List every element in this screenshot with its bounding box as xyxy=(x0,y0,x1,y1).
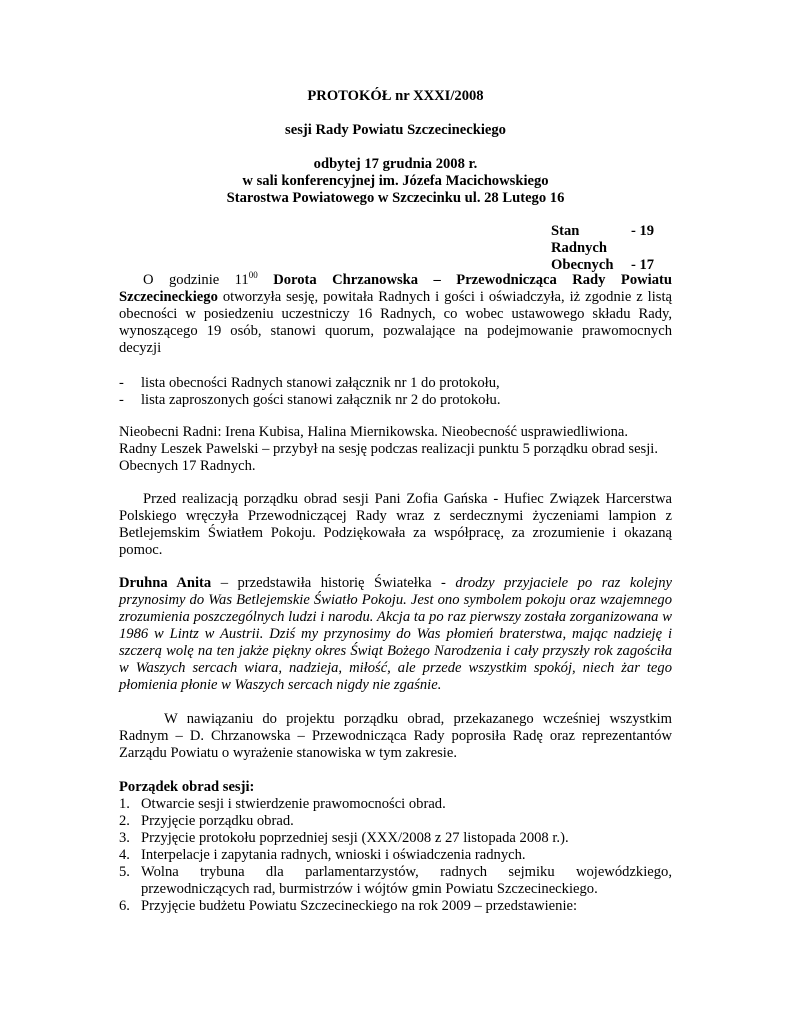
stan-radnych-label: Stan Radnych xyxy=(551,223,607,256)
projekt-paragraph: W nawiązaniu do projektu porządku obrad, przekazanego wcześniej wszystkim Radnym – D. Chrzanowska – Przewodnicząca Rady poprosiła Radę oraz reprezentantów Zarządu Powiatu o wyrażenie stanowiska w tym zakresie. xyxy=(119,711,672,761)
stan-radnych-row xyxy=(551,223,654,257)
list-item: - lista obecności Radnych stanowi załącznik nr 1 do protokołu, xyxy=(119,375,672,392)
session-date: odbytej 17 grudnia 2008 r. xyxy=(313,156,478,172)
attachments-list xyxy=(119,375,672,409)
agenda-item: 2. Przyjęcie porządku obrad. xyxy=(119,813,294,829)
absence-line2: Radny Leszek Pawelski – przybył na sesję podczas realizacji punktu 5 porządku obrad sesji. xyxy=(119,441,658,457)
chairwoman-name: Dorota Chrzanowska – Przewodnicząca Rady Powiatu Szczecineckiego xyxy=(119,272,672,305)
agenda-item: 5. Wolna trybuna dla parlamentarzystów, radnych sejmiku wojewódzkiego, przewodniczących rad, burmistrzów i wójtów gmin Powiatu Szczecineckiego. xyxy=(119,864,672,897)
agenda-item: 1. Otwarcie sesji i stwierdzenie prawomocności obrad. xyxy=(119,796,446,812)
document-title: PROTOKÓŁ nr XXXI/2008 xyxy=(307,88,484,104)
agenda-list xyxy=(119,796,672,915)
attendance-stats xyxy=(551,223,654,274)
session-place-line1: w sali konferencyjnej im. Józefa Macichowskiego xyxy=(242,173,549,189)
agenda-item: 3. Przyjęcie protokołu poprzedniej sesji (XXX/2008 z 27 listopada 2008 r.). xyxy=(119,830,569,846)
druhna-name: Druhna Anita xyxy=(119,575,212,591)
agenda-item: 4. Interpelacje i zapytania radnych, wnioski i oświadczenia radnych. xyxy=(119,847,526,863)
agenda-heading: Porządek obrad sesji: xyxy=(119,779,255,795)
stan-radnych-value: - 19 xyxy=(631,223,655,239)
druhna-paragraph xyxy=(119,575,672,694)
absence-line1: Nieobecni Radni: Irena Kubisa, Halina Miernikowska. Nieobecność usprawiedliwiona. xyxy=(119,424,629,440)
opening-rest: otworzyła sesję, powitała Radnych i gości i oświadczyła, iż zgodnie z listą obecności w posiedzeniu uczestniczy 16 Radnych, co wobec ustawowego składu Rady, wynoszącego 19 osób, stanowi quorum, pozwalające na podejmowanie prawomocnych decyzji xyxy=(119,289,672,356)
obecnych-value: - 17 xyxy=(631,257,655,273)
agenda-section xyxy=(119,779,672,915)
druhna-quote: drodzy przyjaciele po raz kolejny przynosimy do Was Betlejemskie Światło Pokoju. Jest ono symbolem pokoju oraz wzajemnego zrozumienia poszczególnych ludzi i narodu. Akcja ta po raz pierwszy została zorganizowana w 1986 w Lintz w Austrii. Dziś my przynosimy do Was płomień braterstwa, mając nadzieję i szczerą wolę na ten jakże piękny okres Świąt Bożego Narodzenia i cały przyszły rok zagościła w Waszych sercach wiara, nadzieja, miłość, ale przede wszystkim spokój, niech żar tego płomienia płonie w Waszych sercach nigdy nie zgaśnie. xyxy=(119,575,672,693)
obecnych-label: Obecnych xyxy=(551,257,614,273)
lampion-paragraph: Przed realizacją porządku obrad sesji Pani Zofia Gańska - Hufiec Związek Harcerstwa Polskiego wręczyła Przewodniczącej Rady wraz z serdecznymi życzeniami lampion z Betlejemskim Światłem Pokoju. Podziękowała za współpracę, za zrozumienie i okazaną pomoc. xyxy=(119,491,672,558)
opening-sup: 00 xyxy=(248,270,258,280)
agenda-item: 6. Przyjęcie budżetu Powiatu Szczecineckiego na rok 2009 – przedstawienie: xyxy=(119,898,578,914)
opening-paragraph xyxy=(119,272,672,357)
druhna-intro: – przedstawiła historię Światełka - xyxy=(211,575,456,591)
opening-pre: O godzinie 11 xyxy=(143,272,249,288)
list-item: - lista zaproszonych gości stanowi załącznik nr 2 do protokołu. xyxy=(119,392,672,409)
session-place-line2: Starostwa Powiatowego w Szczecinku ul. 28 Lutego 16 xyxy=(226,190,565,206)
session-details xyxy=(0,156,791,207)
absence-paragraph xyxy=(119,424,672,475)
session-name: sesji Rady Powiatu Szczecineckiego xyxy=(285,122,506,138)
absence-line3: Obecnych 17 Radnych. xyxy=(119,458,256,474)
